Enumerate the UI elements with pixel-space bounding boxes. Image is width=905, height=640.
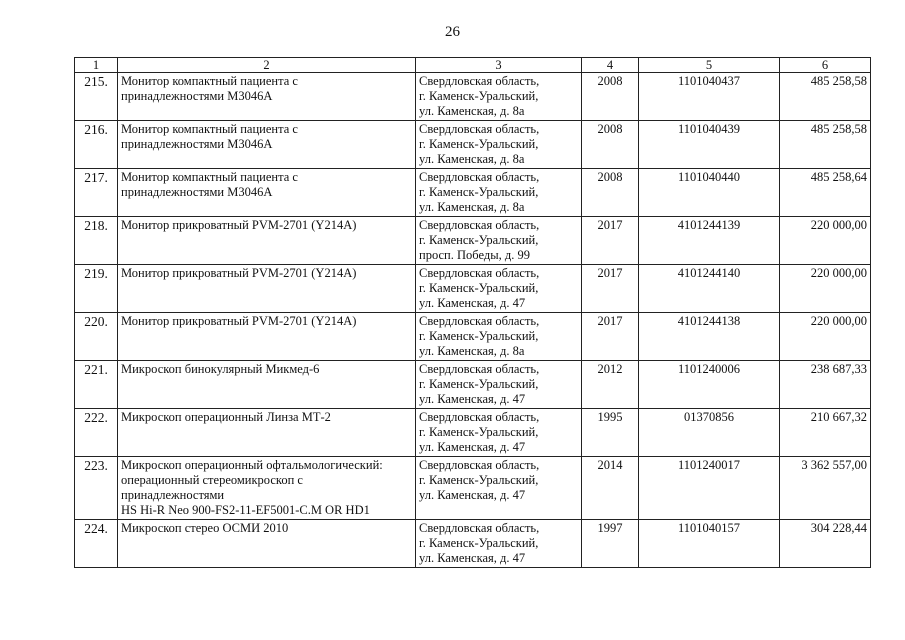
item-address [416,520,582,568]
item-address-line: г. Каменск-Уральский, [419,233,539,247]
item-address-line: Свердловская область, [419,458,540,472]
item-address-line: ул. Каменская, д. 8а [419,200,525,214]
item-year: 2017 [582,265,639,313]
item-year: 2008 [582,121,639,169]
item-inventory-number: 1101240017 [639,457,780,520]
table-row [75,409,871,457]
header-row [75,58,871,73]
item-address-line: Свердловская область, [419,74,540,88]
item-address-line: г. Каменск-Уральский, [419,185,539,199]
row-number: 219. [75,265,118,313]
item-year: 1997 [582,520,639,568]
item-address-line: г. Каменск-Уральский, [419,281,539,295]
item-inventory-number: 1101040440 [639,169,780,217]
row-number: 215. [75,73,118,121]
table-row [75,217,871,265]
item-cost: 304 228,44 [780,520,871,568]
item-name-line: Микроскоп бинокулярный Микмед-6 [121,362,320,376]
table-row [75,73,871,121]
item-address-line: Свердловская область, [419,314,540,328]
page-number: 26 [445,24,460,40]
item-name [118,121,416,169]
col-header-2: 2 [118,58,416,73]
item-address [416,265,582,313]
item-address-line: ул. Каменская, д. 8а [419,344,525,358]
item-cost: 485 258,58 [780,121,871,169]
col-header-6: 6 [780,58,871,73]
item-inventory-number: 1101040157 [639,520,780,568]
item-name-line: Микроскоп операционный Линза МТ-2 [121,410,331,424]
item-address-line: ул. Каменская, д. 47 [419,551,526,565]
item-address-line: г. Каменск-Уральский, [419,329,539,343]
item-address [416,361,582,409]
table-row [75,121,871,169]
item-name [118,457,416,520]
item-address-line: г. Каменск-Уральский, [419,137,539,151]
item-cost: 210 667,32 [780,409,871,457]
item-address-line: г. Каменск-Уральский, [419,89,539,103]
item-inventory-number: 1101040439 [639,121,780,169]
item-name-line: Монитор компактный пациента с [121,170,298,184]
item-address [416,217,582,265]
item-name-line: Монитор компактный пациента с [121,74,298,88]
row-number: 218. [75,217,118,265]
table-row [75,265,871,313]
item-name-line: HS Hi-R Neo 900-FS2-11-EF5001-C.M OR HD1 [121,503,370,517]
row-number: 224. [75,520,118,568]
item-address [416,457,582,520]
item-name [118,361,416,409]
item-name-line: Монитор компактный пациента с [121,122,298,136]
item-name [118,217,416,265]
item-inventory-number: 4101244138 [639,313,780,361]
item-address-line: г. Каменск-Уральский, [419,536,539,550]
item-name-line: Монитор прикроватный PVM-2701 (Y214A) [121,218,357,232]
row-number: 217. [75,169,118,217]
item-year: 2014 [582,457,639,520]
row-number: 216. [75,121,118,169]
item-address-line: ул. Каменская, д. 47 [419,296,526,310]
item-name-line: принадлежностями [121,488,225,502]
item-cost: 220 000,00 [780,313,871,361]
item-cost: 220 000,00 [780,265,871,313]
item-inventory-number: 4101244139 [639,217,780,265]
item-name-line: принадлежностями М3046А [121,185,273,199]
item-address [416,73,582,121]
item-inventory-number: 1101240006 [639,361,780,409]
item-cost: 485 258,58 [780,73,871,121]
item-address-line: Свердловская область, [419,218,540,232]
item-address-line: ул. Каменская, д. 47 [419,440,526,454]
item-address-line: ул. Каменская, д. 47 [419,488,526,502]
item-name-line: операционный стереомикроскоп с [121,473,303,487]
item-address [416,409,582,457]
item-address-line: Свердловская область, [419,266,540,280]
table-row [75,520,871,568]
item-address-line: просп. Победы, д. 99 [419,248,530,262]
item-year: 2008 [582,169,639,217]
item-name [118,73,416,121]
item-address [416,169,582,217]
item-year: 2017 [582,217,639,265]
item-address [416,121,582,169]
col-header-3: 3 [416,58,582,73]
item-cost: 238 687,33 [780,361,871,409]
item-name-line: Микроскоп операционный офтальмологический: [121,458,383,472]
item-inventory-number: 1101040437 [639,73,780,121]
item-name [118,313,416,361]
item-name-line: принадлежностями М3046А [121,137,273,151]
item-address-line: ул. Каменская, д. 8а [419,152,525,166]
row-number: 221. [75,361,118,409]
item-address-line: Свердловская область, [419,170,540,184]
row-number: 222. [75,409,118,457]
item-cost: 485 258,64 [780,169,871,217]
item-address-line: г. Каменск-Уральский, [419,425,539,439]
row-number: 220. [75,313,118,361]
item-address-line: Свердловская область, [419,362,540,376]
item-address-line: г. Каменск-Уральский, [419,473,539,487]
table-body [75,73,871,568]
col-header-1: 1 [75,58,118,73]
item-year: 2012 [582,361,639,409]
item-name-line: Микроскоп стерео ОСМИ 2010 [121,521,289,535]
item-name [118,169,416,217]
item-year: 2008 [582,73,639,121]
item-year: 1995 [582,409,639,457]
table-row [75,361,871,409]
col-header-5: 5 [639,58,780,73]
item-address-line: Свердловская область, [419,410,540,424]
item-address-line: ул. Каменская, д. 8а [419,104,525,118]
item-name [118,520,416,568]
item-name [118,265,416,313]
table-row [75,457,871,520]
item-name-line: Монитор прикроватный PVM-2701 (Y214A) [121,266,357,280]
item-name-line: принадлежностями М3046А [121,89,273,103]
item-cost: 3 362 557,00 [780,457,871,520]
item-year: 2017 [582,313,639,361]
table-row [75,313,871,361]
row-number: 223. [75,457,118,520]
item-name [118,409,416,457]
item-address-line: Свердловская область, [419,521,540,535]
item-address-line: г. Каменск-Уральский, [419,377,539,391]
item-inventory-number: 01370856 [639,409,780,457]
item-inventory-number: 4101244140 [639,265,780,313]
item-address-line: Свердловская область, [419,122,540,136]
item-address [416,313,582,361]
item-cost: 220 000,00 [780,217,871,265]
item-name-line: Монитор прикроватный PVM-2701 (Y214A) [121,314,357,328]
item-address-line: ул. Каменская, д. 47 [419,392,526,406]
col-header-4: 4 [582,58,639,73]
table-row [75,169,871,217]
property-table [74,57,871,568]
